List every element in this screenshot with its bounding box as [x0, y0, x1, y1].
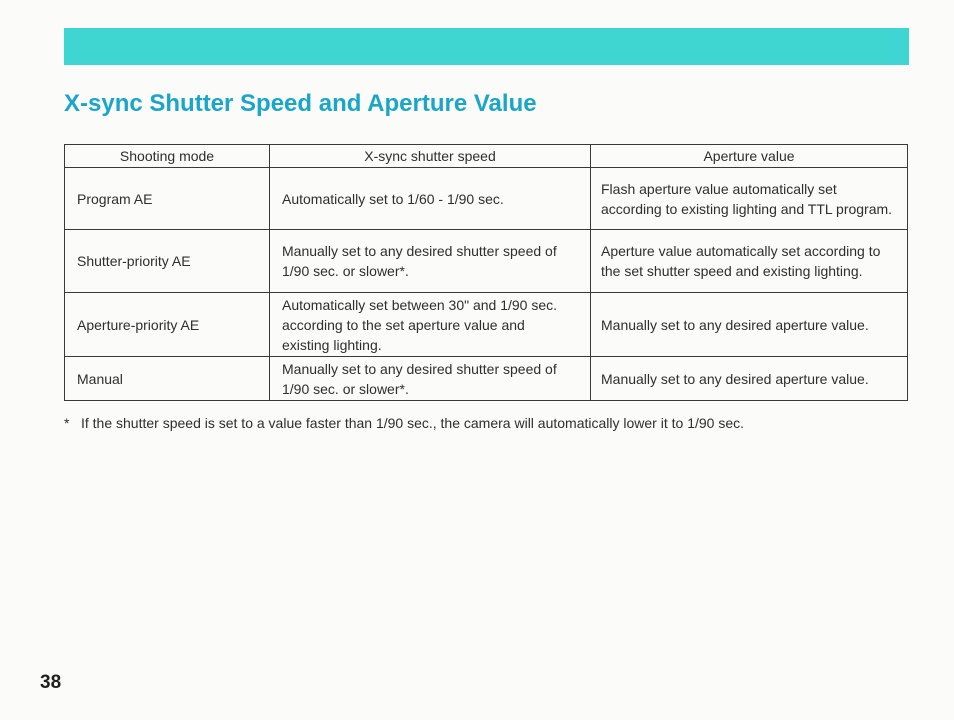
table-row	[65, 293, 908, 357]
row-aperture-cell: Manually set to any desired aperture value.	[591, 357, 908, 401]
row-mode-cell: Aperture-priority AE	[65, 293, 270, 357]
header-color-band	[64, 28, 909, 65]
row-mode-cell: Shutter-priority AE	[65, 230, 270, 293]
header-shooting-mode: Shooting mode	[65, 145, 270, 168]
header-xsync-shutter-speed: X-sync shutter speed	[270, 145, 591, 168]
row-speed-cell: Manually set to any desired shutter speed of 1/90 sec. or slower*.	[270, 230, 591, 293]
row-speed-cell: Automatically set between 30" and 1/90 sec. according to the set aperture value and existing lighting.	[270, 293, 591, 357]
row-aperture-cell: Aperture value automatically set according to the set shutter speed and existing lighting.	[591, 230, 908, 293]
header-aperture-value: Aperture value	[591, 145, 908, 168]
row-speed-cell: Automatically set to 1/60 - 1/90 sec.	[270, 168, 591, 230]
footnote	[64, 414, 909, 433]
row-mode-cell: Manual	[65, 357, 270, 401]
table-row	[65, 357, 908, 401]
page-number: 38	[40, 672, 62, 693]
table-row	[65, 168, 908, 230]
row-aperture-cell: Manually set to any desired aperture value.	[591, 293, 908, 357]
footnote-marker: *	[64, 415, 70, 431]
row-speed-cell: Manually set to any desired shutter speed of 1/90 sec. or slower*.	[270, 357, 591, 401]
table-row	[65, 230, 908, 293]
row-mode-cell: Program AE	[65, 168, 270, 230]
table-header-row	[65, 145, 908, 168]
row-aperture-cell: Flash aperture value automatically set according to existing lighting and TTL program.	[591, 168, 908, 230]
footnote-text: If the shutter speed is set to a value faster than 1/90 sec., the camera will automatically lower it to 1/90 sec.	[81, 415, 745, 431]
xsync-table	[64, 144, 908, 401]
page-title: X-sync Shutter Speed and Aperture Value	[64, 90, 537, 117]
